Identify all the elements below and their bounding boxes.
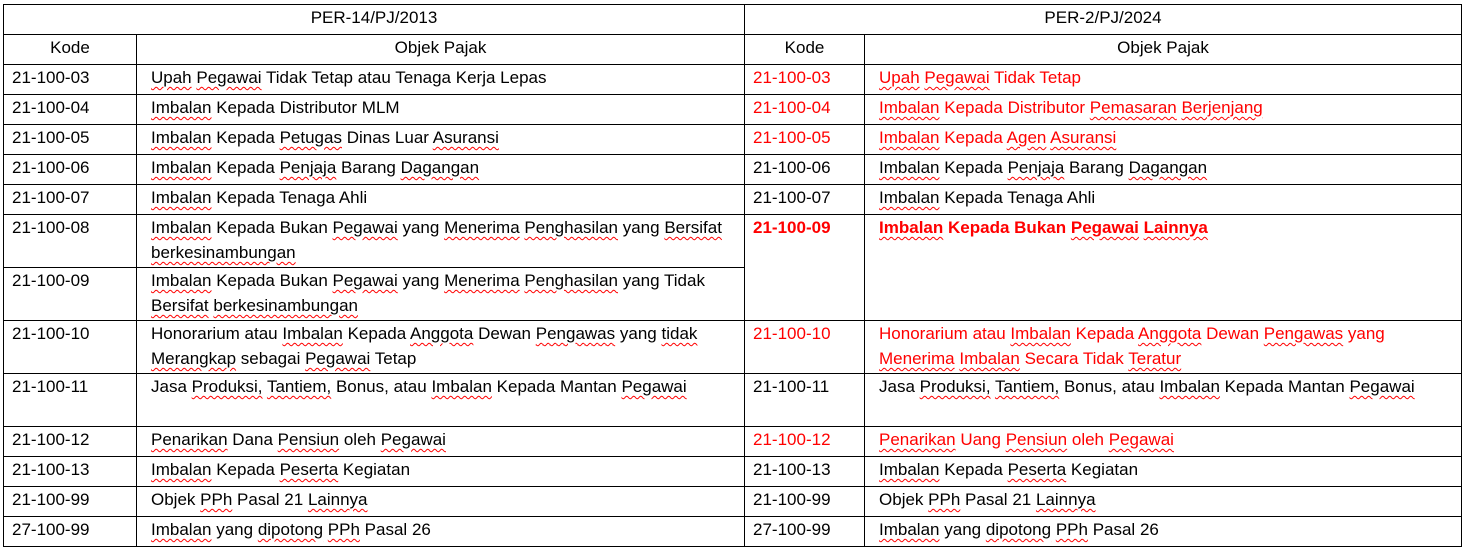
left-objek-cell: Imbalan Kepada Tenaga Ahli — [137, 185, 745, 215]
right-kode-cell: 21-100-99 — [745, 487, 865, 517]
left-kode-header: Kode — [4, 35, 137, 65]
right-objek-header: Objek Pajak — [865, 35, 1462, 65]
table-row — [4, 321, 1462, 374]
table-row — [4, 517, 1462, 547]
right-objek-cell: Imbalan Kepada Agen Asuransi — [865, 125, 1462, 155]
left-objek-header: Objek Pajak — [137, 35, 745, 65]
right-objek-cell: Honorarium atau Imbalan Kepada Anggota Dewan Pengawas yang Menerima Imbalan Secara Tidak Teratur — [865, 321, 1462, 374]
right-kode-header: Kode — [745, 35, 865, 65]
right-kode-cell: 21-100-07 — [745, 185, 865, 215]
left-objek-cell: Jasa Produksi, Tantiem, Bonus, atau Imbalan Kepada Mantan Pegawai — [137, 374, 745, 427]
right-kode-cell: 21-100-12 — [745, 427, 865, 457]
right-kode-cell: 21-100-10 — [745, 321, 865, 374]
right-objek-cell: Imbalan Kepada Distributor Pemasaran Berjenjang — [865, 95, 1462, 125]
left-objek-cell: Upah Pegawai Tidak Tetap atau Tenaga Kerja Lepas — [137, 65, 745, 95]
right-objek-cell: Imbalan Kepada Penjaja Barang Dagangan — [865, 155, 1462, 185]
left-objek-cell: Imbalan yang dipotong PPh Pasal 26 — [137, 517, 745, 547]
table-row — [4, 427, 1462, 457]
table-row — [4, 215, 1462, 268]
left-kode-cell: 21-100-05 — [4, 125, 137, 155]
table-row — [4, 95, 1462, 125]
table-row — [4, 185, 1462, 215]
left-kode-cell: 21-100-12 — [4, 427, 137, 457]
right-kode-cell: 27-100-99 — [745, 517, 865, 547]
table-row — [4, 65, 1462, 95]
table-row — [4, 155, 1462, 185]
regulation-header-row — [4, 5, 1462, 35]
left-objek-cell: Imbalan Kepada Penjaja Barang Dagangan — [137, 155, 745, 185]
left-kode-cell: 21-100-04 — [4, 95, 137, 125]
right-kode-cell: 21-100-03 — [745, 65, 865, 95]
left-objek-cell: Imbalan Kepada Bukan Pegawai yang Menerima Penghasilan yang Bersifat berkesinambungan — [137, 215, 745, 268]
right-objek-cell: Penarikan Uang Pensiun oleh Pegawai — [865, 427, 1462, 457]
right-kode-cell: 21-100-11 — [745, 374, 865, 427]
left-regulation-title: PER-14/PJ/2013 — [4, 5, 745, 35]
column-header-row — [4, 35, 1462, 65]
left-kode-cell: 21-100-03 — [4, 65, 137, 95]
right-kode-cell: 21-100-05 — [745, 125, 865, 155]
left-objek-cell: Penarikan Dana Pensiun oleh Pegawai — [137, 427, 745, 457]
left-kode-cell: 21-100-10 — [4, 321, 137, 374]
right-objek-cell: Upah Pegawai Tidak Tetap — [865, 65, 1462, 95]
left-kode-cell: 21-100-06 — [4, 155, 137, 185]
right-objek-cell: Imbalan Kepada Peserta Kegiatan — [865, 457, 1462, 487]
left-kode-cell: 21-100-11 — [4, 374, 137, 427]
left-kode-cell: 21-100-08 — [4, 215, 137, 268]
left-objek-cell: Imbalan Kepada Petugas Dinas Luar Asuransi — [137, 125, 745, 155]
left-kode-cell: 21-100-09 — [4, 268, 137, 321]
right-objek-cell-merged: Imbalan Kepada Bukan Pegawai Lainnya — [865, 215, 1462, 321]
right-objek-cell: Jasa Produksi, Tantiem, Bonus, atau Imbalan Kepada Mantan Pegawai — [865, 374, 1462, 427]
right-kode-cell-merged: 21-100-09 — [745, 215, 865, 321]
right-objek-cell: Imbalan Kepada Tenaga Ahli — [865, 185, 1462, 215]
left-objek-cell: Honorarium atau Imbalan Kepada Anggota Dewan Pengawas yang tidak Merangkap sebagai Pegawai Tetap — [137, 321, 745, 374]
right-objek-cell: Imbalan yang dipotong PPh Pasal 26 — [865, 517, 1462, 547]
left-kode-cell: 21-100-99 — [4, 487, 137, 517]
left-kode-cell: 21-100-13 — [4, 457, 137, 487]
left-objek-cell: Imbalan Kepada Bukan Pegawai yang Menerima Penghasilan yang Tidak Bersifat berkesinambungan — [137, 268, 745, 321]
table-row — [4, 457, 1462, 487]
table-row — [4, 374, 1462, 427]
left-kode-cell: 27-100-99 — [4, 517, 137, 547]
left-kode-cell: 21-100-07 — [4, 185, 137, 215]
comparison-table — [3, 4, 1462, 547]
right-kode-cell: 21-100-06 — [745, 155, 865, 185]
right-objek-cell: Objek PPh Pasal 21 Lainnya — [865, 487, 1462, 517]
right-kode-cell: 21-100-04 — [745, 95, 865, 125]
table-row — [4, 125, 1462, 155]
left-objek-cell: Imbalan Kepada Distributor MLM — [137, 95, 745, 125]
table-row — [4, 487, 1462, 517]
right-regulation-title: PER-2/PJ/2024 — [745, 5, 1462, 35]
left-objek-cell: Imbalan Kepada Peserta Kegiatan — [137, 457, 745, 487]
left-objek-cell: Objek PPh Pasal 21 Lainnya — [137, 487, 745, 517]
right-kode-cell: 21-100-13 — [745, 457, 865, 487]
